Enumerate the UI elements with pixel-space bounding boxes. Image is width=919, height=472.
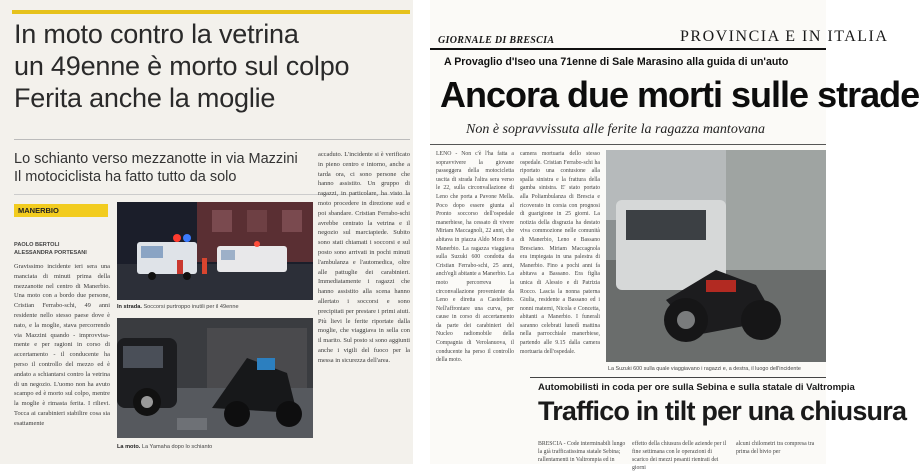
section-title: PROVINCIA E IN ITALIA	[680, 28, 889, 45]
section-label: MANERBIO	[14, 204, 108, 217]
rule	[530, 377, 826, 378]
suzuki-scene-illustration	[606, 150, 826, 362]
article-column-2: camera mortuaria dello stesso ospedale. Cristian Ferrabo-schi ha riportato una contusione alla spalla sinistra e la frattura della gamba sinistra. E' stato portato alla Poliambulanza di Brescia e ricoverato in corsia con prognosi di guarigione in 25 giorni. La notizia della disgrazia ha destato viva commozione nelle comunità di Manerbio, Leno e Bassano Bresciano. Miriam Maccagnola era impiegata in una palestra di Manerbio. Fino a pochi anni fa abitava a Bassano. Era figlia unica di Alessio e di Patrizia Rocco. Lascia la nonna paterna Giulia, residente a Bassano ed i nonni materni, Nicola e Concetta, abitanti a Manerbio. I funerali saranno celebrati lunedì mattina nella parrocchiale manerbiese, partendo alle 9.15 dalla camera mortuaria dell'ospedale.	[520, 151, 600, 355]
headline	[14, 18, 410, 114]
newspaper-masthead: GIORNALE DI BRESCIA	[438, 35, 555, 46]
bottom-article-col-2: effetto della chiusura delle aziende per il fine settimana con le operazioni di scarico dei mezzi pesanti rientrati dei giorni	[632, 441, 727, 471]
photo-street-night	[117, 202, 313, 300]
rule	[430, 144, 826, 145]
subhead	[14, 150, 314, 186]
divider	[14, 139, 410, 140]
article-column-1: LENO - Non c'è l'ha fatta a sopravvivere la giovane passeggera della motocicletta uscita di strada l'altra sera verso le 22, sulla circonvallazione di Leno che porta a Pavone Mella. Poco dopo essere giunta al Pronto soccorso dell'ospedale manerbiese, ha cessato di vivere Miriam Maccagnoli, 22 anni, che abitava in piazza Aldo Moro 8 a Manerbio. La ragazza viaggiava sulla Suzuki 600 condotta da Cristian Ferrabo-schi, 25 anni, anch'egli abitante a Manerbio. La moto percorreva la circonvallazione proveniente da Leno e diretta a Castelletto. Nell'affrontare una curva, per cause in corso di accertamento da parte dei carabinieri del Nucleo radiomobile della Compagnia di Verolanuova, il conducente ha perso il controllo della moto.	[436, 151, 514, 364]
article-column-1: Gravissimo incidente ieri sera una manciata di minuti prima della mezzanotte nel centro di Manerbio. Una moto con a bordo due persone, Cristian Ferrabo-schi, 49 anni residente nello stesso paese dove è nato, e la moglie, stava percorrendo via Mazzini quando - improvvisa-mente e per ragioni in corso di accertamento - il conducente ha perso il controllo del mezzo ed è andato a schiantarsi contro la vetrina di un negozio. L'uomo non ha avuto scampo ed è morto sul colpo, mentre la moglie è rimasta ferita. I rilievi. Tocca ai carabinieri stabilire cosa sia esattamente	[14, 263, 110, 427]
main-headline: Ancora due morti sulle strade	[440, 74, 919, 115]
headline-line: un 49enne è morto sul colpo	[14, 51, 350, 81]
kicker: A Provaglio d'Iseo una 71enne di Sale Marasino alla guida di un'auto	[444, 56, 789, 68]
headline-line: In moto contro la vetrina	[14, 19, 299, 49]
subhead-line: Il motociclista ha fatto tutto da solo	[14, 169, 237, 185]
yellow-top-bar	[12, 10, 410, 14]
caption-label: In strada.	[117, 304, 142, 310]
byline-author: PAOLO BERTOLI	[14, 242, 60, 248]
rule	[430, 48, 826, 50]
byline-author: ALESSANDRA PORTESANI	[14, 250, 87, 256]
motorcycle-scene-illustration	[117, 318, 313, 438]
caption-text: La Yamaha dopo lo schianto	[141, 444, 213, 450]
bottom-article-col-1: BRESCIA - Code interminabili lungo la già trafficatissima statale Sebina; rallentamenti in Valtrompia ed in	[538, 441, 626, 463]
street-scene-illustration	[117, 202, 313, 300]
article-column-3: accaduto. L'incidente si è verificato in pieno centro e intorno, anche a tarda ora, ci sono persone che hanno assistito. Un gruppo di ragazzi, in particolare, ha visto la moto procedere in direzione sud e poi sbandare. Cristian Ferrabo-schi avrebbe centrato la vetrina e il negozio sul marciapiede. Subito sono stati chiamati i soccorsi e sul posto sono arrivati in pochi minuti l'ambulanza e l'automedica, oltre alle pattuglie dei carabinieri. Immediatamente i ragazzi che hanno assistito alla scena hanno allertato i soccorsi e sono precipitati per prestare i primi aiuti. Più lievi le ferite riportate dalla moglie, che viaggiava in sella con il marito. Sul posto si sono aggiunti anche i vigili del fuoco per la messa in sicurezza dell'area.	[318, 151, 410, 364]
subhead-line: Lo schianto verso mezzanotte in via Mazzini	[14, 151, 298, 167]
deck: Non è sopravvissuta alle ferite la ragazza mantovana	[466, 122, 766, 137]
photo-suzuki	[606, 150, 826, 362]
photo-caption	[117, 444, 313, 450]
bottom-article-col-3: alcuni chilometri tra compresa tra prima del bivio per	[736, 441, 815, 455]
bottom-headline: Traffico in tilt per una chiusura	[538, 396, 907, 426]
photo-caption: La Suzuki 600 sulla quale viaggiavano i ragazzi e, a destra, il luogo dell'incidente	[608, 366, 801, 372]
photo-crashed-motorcycle	[117, 318, 313, 438]
right-clipping	[430, 0, 919, 471]
caption-text: Soccorsi purtroppo inutili per il 49enne	[143, 304, 239, 310]
left-clipping	[0, 0, 413, 464]
headline-line: Ferita anche la moglie	[14, 83, 276, 113]
bottom-kicker: Automobilisti in coda per ore sulla Sebina e sulla statale di Valtrompia	[538, 382, 855, 393]
caption-label: La moto.	[117, 444, 141, 450]
photo-caption	[117, 304, 313, 310]
byline	[14, 241, 87, 257]
